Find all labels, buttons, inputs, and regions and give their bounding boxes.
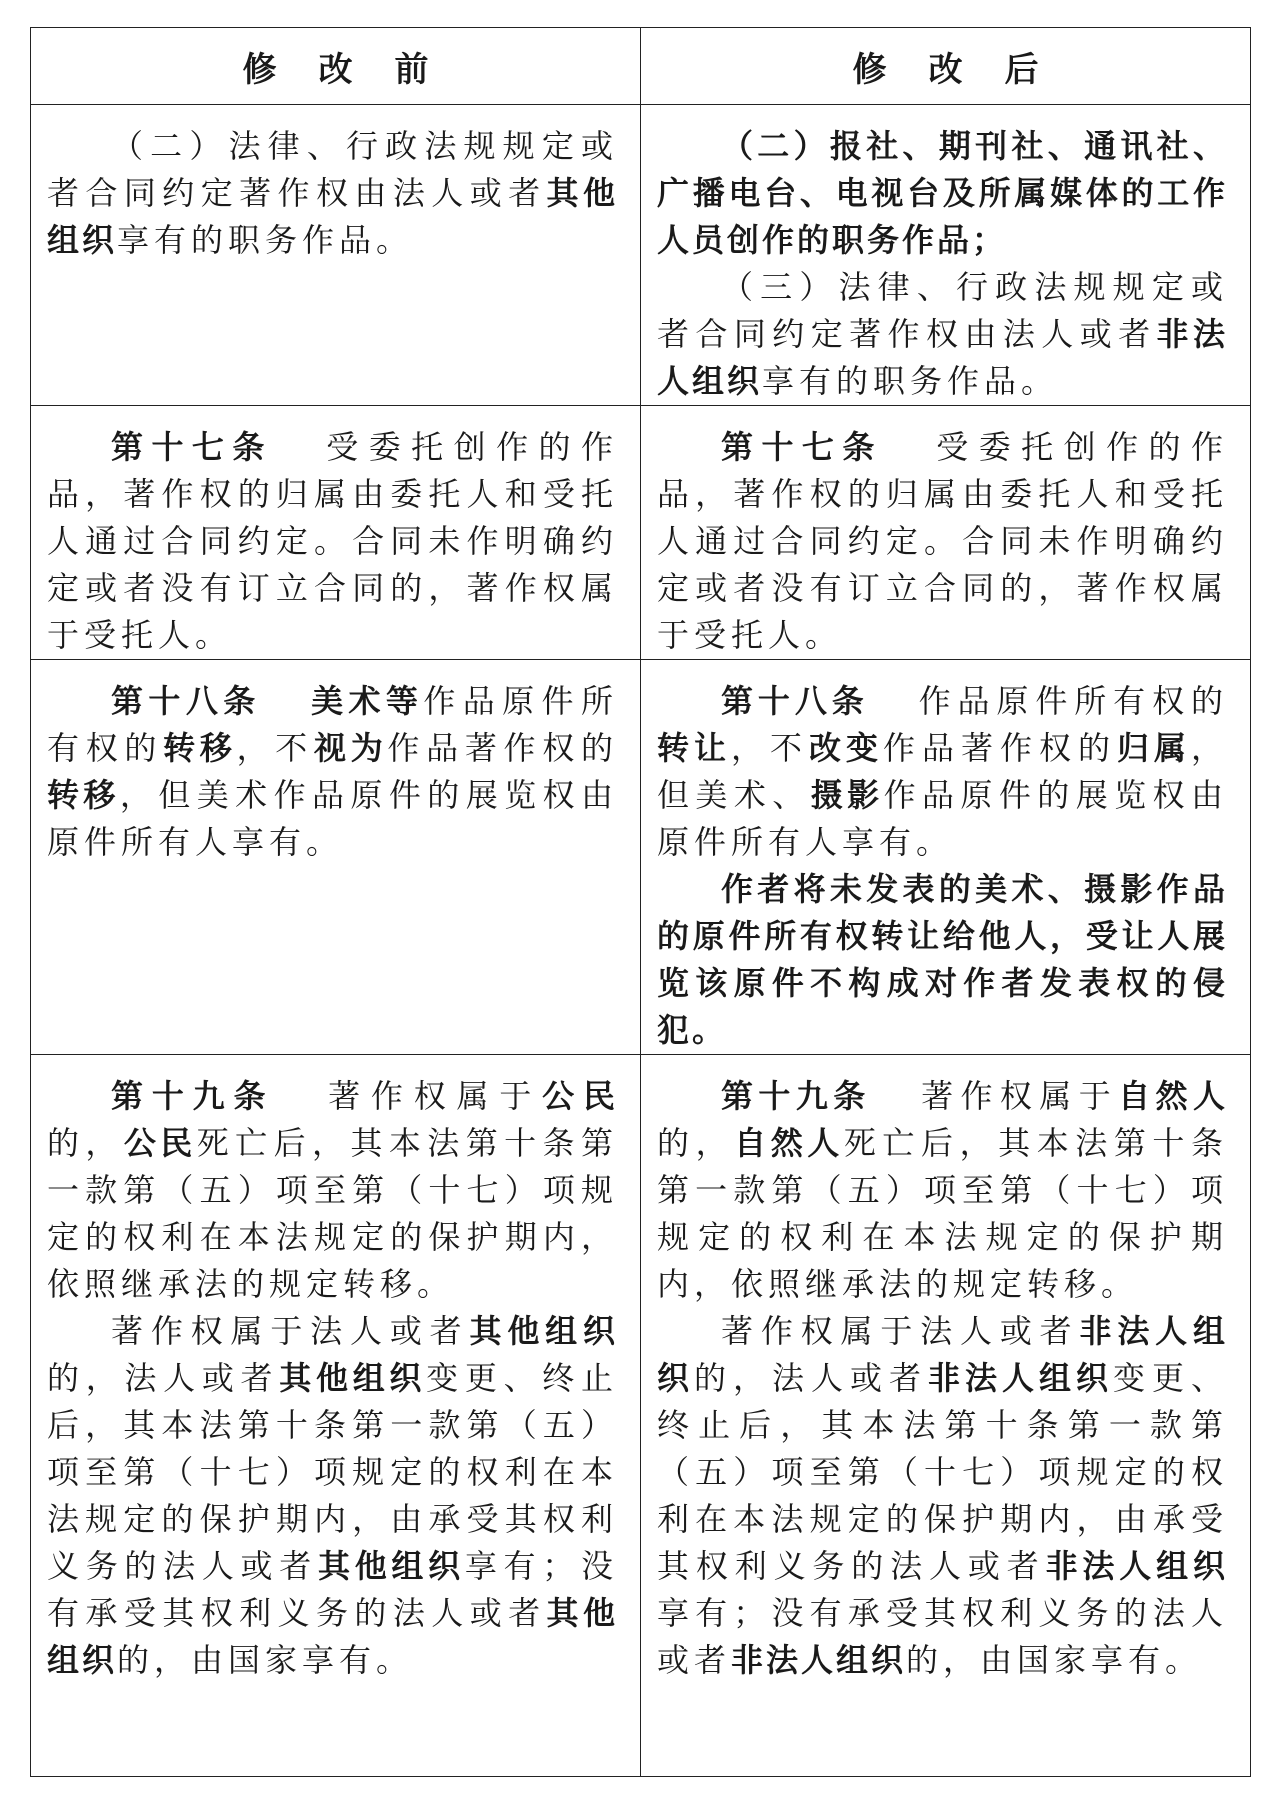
amended-text: 第十九条 (111, 1077, 275, 1115)
comparison-row (31, 406, 1251, 660)
provision-text: 作品原件的展览权由原件所有人享有。 (657, 776, 1228, 861)
comparison-row (31, 105, 1251, 406)
after-cell (641, 406, 1251, 660)
provision-text: 死亡后，其本法第十条第一款第（五）项至第（十七）项规定的权利在本法规定的保护期内，依照继承法的规定转移。 (657, 1124, 1228, 1303)
provision-text: 作品原件所有权的 (916, 682, 1228, 720)
provision-paragraph (657, 1308, 1228, 1684)
amended-text: 非法人组织 (657, 315, 1228, 400)
amended-text: 摄影 (810, 776, 884, 814)
amended-text: （二）报社、期刊社、通讯社、广播电台、电视台及所属媒体的工作人员创作的职务作品； (657, 127, 1228, 259)
provision-text: 享有的职务作品。 (762, 362, 1059, 400)
after-cell (641, 660, 1251, 1055)
after-cell (641, 1055, 1251, 1777)
before-cell (31, 105, 641, 406)
amended-text: 转移 (163, 729, 237, 767)
amended-text: 自然人 (734, 1124, 844, 1162)
provision-paragraph (657, 866, 1228, 1054)
amended-text: 转让 (657, 729, 731, 767)
amended-text: 其他组织 (317, 1547, 465, 1585)
provision-text: 享有的职务作品。 (117, 221, 414, 259)
amended-text: 改变 (809, 729, 883, 767)
comparison-row (31, 660, 1251, 1055)
provision-text: 受委托创作的作品，著作权的归属由委托人和受托人通过合同约定。合同未作明确约定或者没有订立合同的，著作权属于受托人。 (47, 428, 618, 654)
before-cell (31, 406, 641, 660)
provision-text: 变更、终止后，其本法第十条第一款第（五）项至第（十七）项规定的权利在本法规定的保护期内，由承受其权利义务的法人或者 (657, 1359, 1228, 1585)
provision-paragraph (47, 123, 618, 264)
provision-paragraph (47, 1073, 618, 1308)
provision-text: ，但美术、 (657, 729, 1228, 814)
provision-text: 的，法人或者 (694, 1359, 928, 1397)
provision-paragraph (657, 424, 1228, 659)
amended-text: 第十七条 (721, 428, 883, 466)
provision-text: 著作权属于 (918, 1077, 1119, 1115)
amended-text: 视为 (313, 729, 388, 767)
provision-text: ，不 (236, 729, 314, 767)
provision-text: 死亡后，其本法第十条第一款第（五）项至第（十七）项规定的权利在本法规定的保护期内，依照继承法的规定转移。 (47, 1124, 618, 1303)
provision-text: 作品著作权的 (387, 729, 618, 767)
provision-text: 的，由国家享有。 (117, 1641, 414, 1679)
provision-paragraph (47, 1308, 618, 1684)
amended-text: 公民 (542, 1077, 618, 1115)
header-after: 修改后 (641, 28, 1251, 105)
provision-text: 的，由国家享有。 (906, 1641, 1203, 1679)
provision-text: （二）法律、行政法规规定或者合同约定著作权由法人或者 (47, 127, 618, 212)
header-before: 修改前 (31, 28, 641, 105)
amended-text: 美术等 (308, 682, 424, 720)
provision-text: 著作权属于法人或者 (721, 1312, 1080, 1350)
amended-text: 归属 (1116, 729, 1191, 767)
provision-text: 的， (47, 1124, 124, 1162)
provision-text: 作品原件所有权的 (47, 682, 618, 767)
provision-text: 著作权属于法人或者 (111, 1312, 470, 1350)
header-row (31, 28, 1251, 105)
amended-text: 公民 (123, 1124, 197, 1162)
provision-text: 的，法人或者 (47, 1359, 280, 1397)
provision-text: 变更、终止后，其本法第十条第一款第（五）项至第（十七）项规定的权利在本法规定的保护期内，由承受其权利义务的法人或者 (47, 1359, 618, 1585)
amended-text: 非法人组织 (1045, 1547, 1228, 1585)
amended-text: 非法人组织 (657, 1312, 1228, 1397)
provision-text: ，但美术作品原件的展览权由原件所有人享有。 (47, 776, 618, 861)
provision-text: （三）法律、行政法规规定或者合同约定著作权由法人或者 (657, 268, 1228, 353)
amended-text: 第十九条 (721, 1077, 871, 1115)
provision-text: 享有；没有承受其权利义务的法人或者 (657, 1594, 1228, 1679)
amended-text: 非法人组织 (731, 1641, 907, 1679)
provision-paragraph (657, 678, 1228, 866)
comparison-table (30, 27, 1251, 1777)
provision-text: 的， (657, 1124, 735, 1162)
amended-text: 自然人 (1118, 1077, 1228, 1115)
before-cell (31, 1055, 641, 1777)
provision-paragraph (657, 264, 1228, 405)
amended-text: 其他组织 (469, 1312, 618, 1350)
provision-paragraph (657, 123, 1228, 264)
amended-text: 第十八条 (721, 682, 869, 720)
amended-text: 其他组织 (279, 1359, 427, 1397)
before-cell (31, 660, 641, 1055)
provision-paragraph (657, 1073, 1228, 1308)
comparison-row (31, 1055, 1251, 1777)
provision-text: 著作权属于 (322, 1077, 543, 1115)
provision-paragraph (47, 678, 618, 866)
provision-text: 受委托创作的作品，著作权的归属由委托人和受托人通过合同约定。合同未作明确约定或者没有订立合同的，著作权属于受托人。 (657, 428, 1228, 654)
provision-paragraph (47, 424, 618, 659)
provision-text: 作品著作权的 (883, 729, 1117, 767)
amended-text: 第十八条 (111, 682, 261, 720)
amended-text: 非法人组织 (927, 1359, 1113, 1397)
after-cell (641, 105, 1251, 406)
amended-text: 第十七条 (111, 428, 273, 466)
provision-text: 享有；没有承受其权利义务的法人或者 (47, 1547, 618, 1632)
provision-text: ，不 (731, 729, 809, 767)
amended-text: 其他组织 (47, 174, 618, 259)
amended-text: 其他组织 (47, 1594, 618, 1679)
amended-text: 转移 (47, 776, 120, 814)
amended-text: 作者将未发表的美术、摄影作品的原件所有权转让给他人，受让人展览该原件不构成对作者发表权的侵犯。 (657, 870, 1228, 1049)
